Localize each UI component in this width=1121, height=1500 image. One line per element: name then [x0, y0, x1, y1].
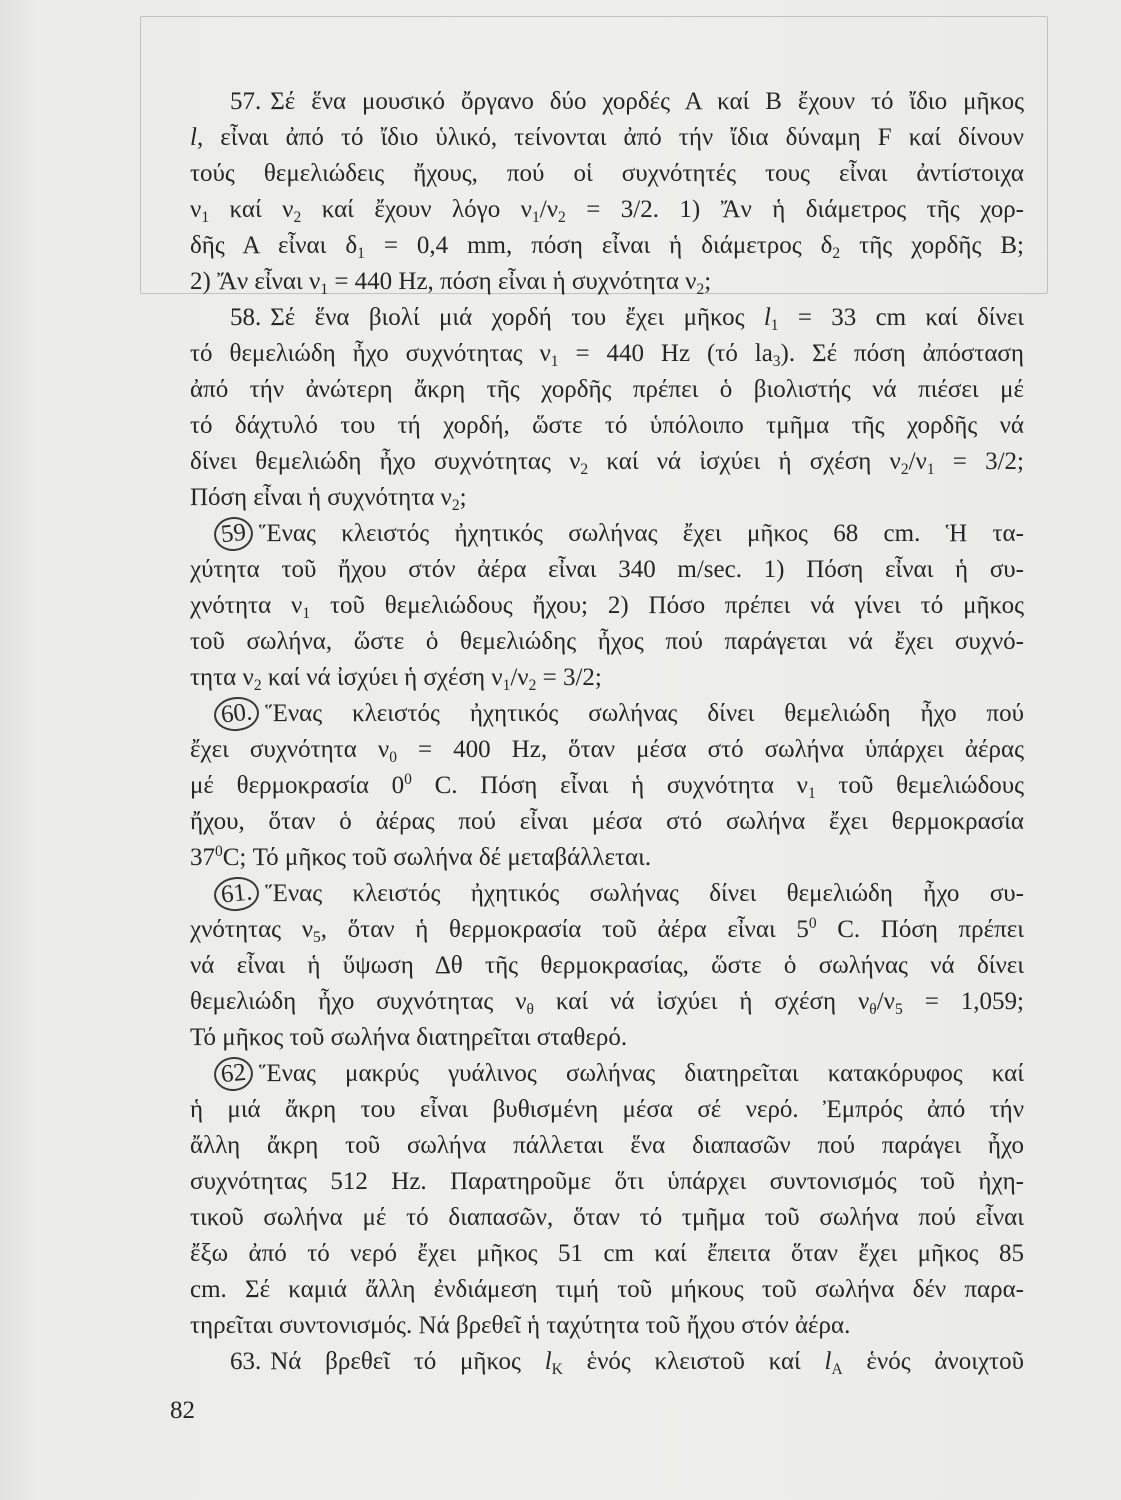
text-run: ἄλλη ἄκρη τοῦ σωλήνα πάλλεται ἕνα διαπασῶν πού παράγει ἦχο: [190, 1132, 1024, 1159]
problem-58: [190, 300, 1024, 516]
text-run: = 33 cm καί δίνει: [778, 304, 1024, 331]
text-line: [190, 1200, 1024, 1236]
text-run: συχνότητας 512 Hz. Παρατηροῦμε ὅτι ὑπάρχει συντονισμός τοῦ ἠχη-: [190, 1168, 1024, 1195]
circled-problem-number: 61.: [212, 875, 261, 914]
problem-63: [190, 1344, 1024, 1380]
text-line: [190, 804, 1024, 840]
text-run: , εἶναι ἀπό τό ἴδιο ὑλικό, τείνονται ἀπό τήν ἴδια δύναμη F καί δίνουν: [196, 124, 1024, 151]
subscript: 1: [201, 208, 210, 226]
text-run: = 440 Hz (τό la: [558, 340, 773, 367]
text-run: ν: [190, 196, 202, 223]
subscript: 5: [894, 1000, 903, 1018]
text-run: τητα ν: [190, 664, 254, 691]
text-run: Σέ ἕνα μουσικό ὄργανο δύο χορδές Α καί Β ἔχουν τό ἴδιο μῆκος: [270, 88, 1024, 115]
text-run: δίνει θεμελιώδη ἦχο συχνότητας ν: [190, 448, 581, 475]
subscript: 1: [807, 784, 816, 802]
text-run: δῆς Α εἶναι δ: [190, 232, 358, 259]
subscript: θ: [869, 1000, 877, 1018]
text-line: [190, 1344, 1024, 1380]
text-line: [190, 1164, 1024, 1200]
subscript: 2: [528, 676, 537, 694]
text-run: /ν: [876, 988, 895, 1015]
subscript: 1: [550, 352, 559, 370]
circled-problem-number: 59: [212, 515, 254, 553]
problem-61: [190, 876, 1024, 1056]
text-run: = 0,4 mm, πόση εἶναι ἡ διάμετρος δ: [364, 232, 833, 259]
text-line: [190, 1236, 1024, 1272]
text-run: = 440 Hz, πόση εἶναι ἡ συχνότητα ν: [328, 268, 697, 295]
text-run: cm. Σέ καμιά ἄλλη ἐνδιάμεση τιμή τοῦ μήκους τοῦ σωλήνα δέν παρα-: [190, 1276, 1024, 1303]
text-line: [190, 84, 1024, 120]
subscript: 2: [696, 280, 705, 298]
text-line: [190, 624, 1024, 660]
text-run: χύτητα τοῦ ἤχου στόν ἀέρα εἶναι 340 m/sec. 1) Πόση εἶναι ἡ συ-: [190, 556, 1024, 583]
subscript: Κ: [551, 1360, 563, 1378]
text-line: [190, 156, 1024, 192]
circled-problem-number: 62: [212, 1055, 254, 1093]
text-run: χνότητας ν: [190, 916, 314, 943]
text-line: [190, 732, 1024, 768]
subscript: θ: [526, 1000, 534, 1018]
text-run: καί νά ἰσχύει ἡ σχέση ν: [533, 988, 870, 1015]
text-line: [190, 120, 1024, 156]
italic-symbol: l: [190, 124, 197, 151]
subscript: 2: [451, 496, 460, 514]
text-line: [190, 948, 1024, 984]
text-line: [190, 768, 1024, 804]
text-run: Ἕνας κλειστός ἠχητικός σωλήνας ἔχει μῆκος 68 cm. Ἡ τα-: [259, 520, 1024, 547]
problem-number: 58.: [230, 304, 262, 331]
text-line: [190, 300, 1024, 336]
circled-problem-number: 60.: [212, 695, 261, 734]
subscript: 0: [389, 748, 397, 766]
text-run: ἤχου, ὅταν ὁ ἀέρας πού εἶναι μέσα στό σωλήνα ἔχει θερμοκρασία: [190, 808, 1024, 835]
text-line: [190, 984, 1024, 1020]
text-run: ἀπό τήν ἀνώτερη ἄκρη τῆς χορδῆς πρέπει ὁ βιολιστής νά πιέσει μέ: [190, 376, 1024, 403]
text-line: [190, 1056, 1024, 1092]
text-line: [190, 1092, 1024, 1128]
text-run: καί ν: [209, 196, 294, 223]
text-line: [190, 480, 1024, 516]
text-run: Ἕνας κλειστός ἠχητικός σωλήνας δίνει θεμελιώδη ἦχο συ-: [265, 880, 1024, 907]
text-run: , ὅταν ἡ θερμοκρασία τοῦ ἀέρα εἶναι 5: [320, 916, 809, 943]
text-run: ἔξω ἀπό τό νερό ἔχει μῆκος 51 cm καί ἔπειτα ὅταν ἔχει μῆκος 85: [190, 1240, 1024, 1267]
subscript: 3: [772, 352, 781, 370]
subscript: 1: [320, 280, 329, 298]
text-run: ;: [459, 484, 467, 511]
text-run: C; Τό μῆκος τοῦ σωλήνα δέ μεταβάλλεται.: [222, 844, 652, 871]
text-run: τοῦ θεμελιώδους ἤχου; 2) Πόσο πρέπει νά γίνει τό μῆκος: [310, 592, 1025, 619]
subscript: Α: [831, 1360, 843, 1378]
text-line: [190, 1272, 1024, 1308]
text-line: [190, 444, 1024, 480]
subscript: 2: [580, 460, 589, 478]
text-run: μέ θερμοκρασία 0: [190, 772, 405, 799]
text-run: ἡ μιά ἄκρη του εἶναι βυθισμένη μέσα σέ νερό. Ἐμπρός ἀπό τήν: [190, 1096, 1024, 1123]
problem-text: [190, 84, 1024, 1380]
text-run: ἔχει συχνότητα ν: [190, 736, 390, 763]
text-run: = 400 Hz, ὅταν μέσα στό σωλήνα ὑπάρχει ἀέρας: [396, 736, 1024, 763]
text-run: τικοῦ σωλήνα μέ τό διαπασῶν, ὅταν τό τμῆμα τοῦ σωλήνα πού εἶναι: [190, 1204, 1024, 1231]
text-run: χνότητα ν: [190, 592, 303, 619]
text-line: [190, 588, 1024, 624]
text-run: τηρεῖται συντονισμός. Νά βρεθεῖ ἡ ταχύτητα τοῦ ἤχου στόν ἀέρα.: [190, 1312, 851, 1339]
text-run: ;: [704, 268, 712, 295]
text-run: 2) Ἄν εἶναι ν: [190, 268, 321, 295]
subscript: 1: [532, 208, 540, 226]
text-line: [190, 1020, 1024, 1056]
text-line: [190, 264, 1024, 300]
text-run: Τό μῆκος τοῦ σωλήνα διατηρεῖται σταθερό.: [190, 1024, 628, 1051]
text-line: [190, 840, 1024, 876]
text-line: [190, 1128, 1024, 1164]
problem-59: [190, 516, 1024, 696]
subscript: 2: [253, 676, 262, 694]
subscript: 2: [832, 244, 841, 262]
problem-57: [190, 84, 1024, 300]
superscript: 0: [404, 771, 412, 789]
text-run: C. Πόση πρέπει: [816, 916, 1024, 943]
text-run: = 3/2;: [934, 448, 1024, 475]
subscript: 1: [926, 460, 935, 478]
subscript: 2: [900, 460, 909, 478]
italic-symbol: l: [544, 1348, 552, 1375]
superscript: 0: [808, 915, 817, 933]
text-run: ἑνός κλειστοῦ καί: [562, 1348, 825, 1375]
page-number: 82: [170, 1397, 195, 1424]
text-line: [190, 336, 1024, 372]
text-run: ). Σέ πόση ἀπόσταση: [780, 340, 1024, 367]
text-line: [190, 1308, 1024, 1344]
text-line: [190, 876, 1024, 912]
text-run: /ν: [510, 664, 529, 691]
text-run: Σέ ἕνα βιολί μιά χορδή του ἔχει μῆκος: [270, 304, 764, 331]
text-run: τό θεμελιώδη ἦχο συχνότητας ν: [190, 340, 551, 367]
italic-symbol: l: [824, 1348, 832, 1375]
text-line: [190, 552, 1024, 588]
text-run: καί νά ἰσχύει ἡ σχέση ν: [588, 448, 901, 475]
text-line: [190, 372, 1024, 408]
italic-symbol: l: [763, 304, 771, 331]
text-run: τοῦ θεμελιώδους: [815, 772, 1024, 799]
problem-62: [190, 1056, 1024, 1344]
text-run: Νά βρεθεῖ τό μῆκος: [270, 1348, 545, 1375]
text-line: [190, 696, 1024, 732]
superscript: 0: [215, 843, 223, 861]
subscript: 1: [302, 604, 311, 622]
text-line: [190, 408, 1024, 444]
text-run: Ἕνας μακρύς γυάλινος σωλήνας διατηρεῖται κατακόρυφος καί: [259, 1060, 1024, 1087]
text-run: τούς θεμελιώδεις ἤχους, πού οἱ συχνότητές τους εἶναι ἀντίστοιχα: [190, 160, 1024, 187]
text-run: 37: [190, 844, 215, 871]
text-run: /ν: [539, 196, 558, 223]
text-run: = 3/2. 1) Ἄν ἡ διάμετρος τῆς χορ-: [565, 196, 1024, 223]
text-line: [190, 192, 1024, 228]
text-run: καί νά ἰσχύει ἡ σχέση ν: [261, 664, 503, 691]
problem-number: 57.: [230, 88, 262, 115]
subscript: 2: [293, 208, 302, 226]
problem-number: 63.: [230, 1348, 262, 1375]
text-run: τό δάχτυλό του τή χορδή, ὥστε τό ὑπόλοιπο τμῆμα τῆς χορδῆς νά: [190, 412, 1024, 439]
text-line: [190, 912, 1024, 948]
subscript: 2: [558, 208, 566, 226]
subscript: 1: [770, 316, 779, 334]
text-run: C. Πόση εἶναι ἡ συχνότητα ν: [411, 772, 808, 799]
text-run: = 1,059;: [902, 988, 1024, 1015]
problem-60: [190, 696, 1024, 876]
text-run: ἑνός ἀνοιχτοῦ: [842, 1348, 1024, 1375]
text-run: τοῦ σωλήνα, ὥστε ὁ θεμελιώδης ἦχος πού παράγεται νά ἔχει συχνό-: [190, 628, 1024, 655]
text-line: [190, 516, 1024, 552]
text-line: [190, 228, 1024, 264]
text-run: Ἕνας κλειστός ἠχητικός σωλήνας δίνει θεμελιώδη ἦχο πού: [265, 700, 1024, 727]
subscript: 1: [357, 244, 365, 262]
subscript: 5: [313, 928, 321, 946]
text-run: τῆς χορδῆς Β;: [840, 232, 1025, 259]
text-run: /ν: [908, 448, 927, 475]
text-line: [190, 660, 1024, 696]
text-run: καί ἔχουν λόγο ν: [301, 196, 532, 223]
text-run: Πόση εἶναι ἡ συχνότητα ν: [190, 484, 452, 511]
text-run: νά εἶναι ἡ ὕψωση Δθ τῆς θερμοκρασίας, ὥστε ὁ σωλήνας νά δίνει: [190, 952, 1024, 979]
text-run: = 3/2;: [536, 664, 602, 691]
subscript: 1: [502, 676, 511, 694]
text-run: θεμελιώδη ἦχο συχνότητας ν: [190, 988, 527, 1015]
